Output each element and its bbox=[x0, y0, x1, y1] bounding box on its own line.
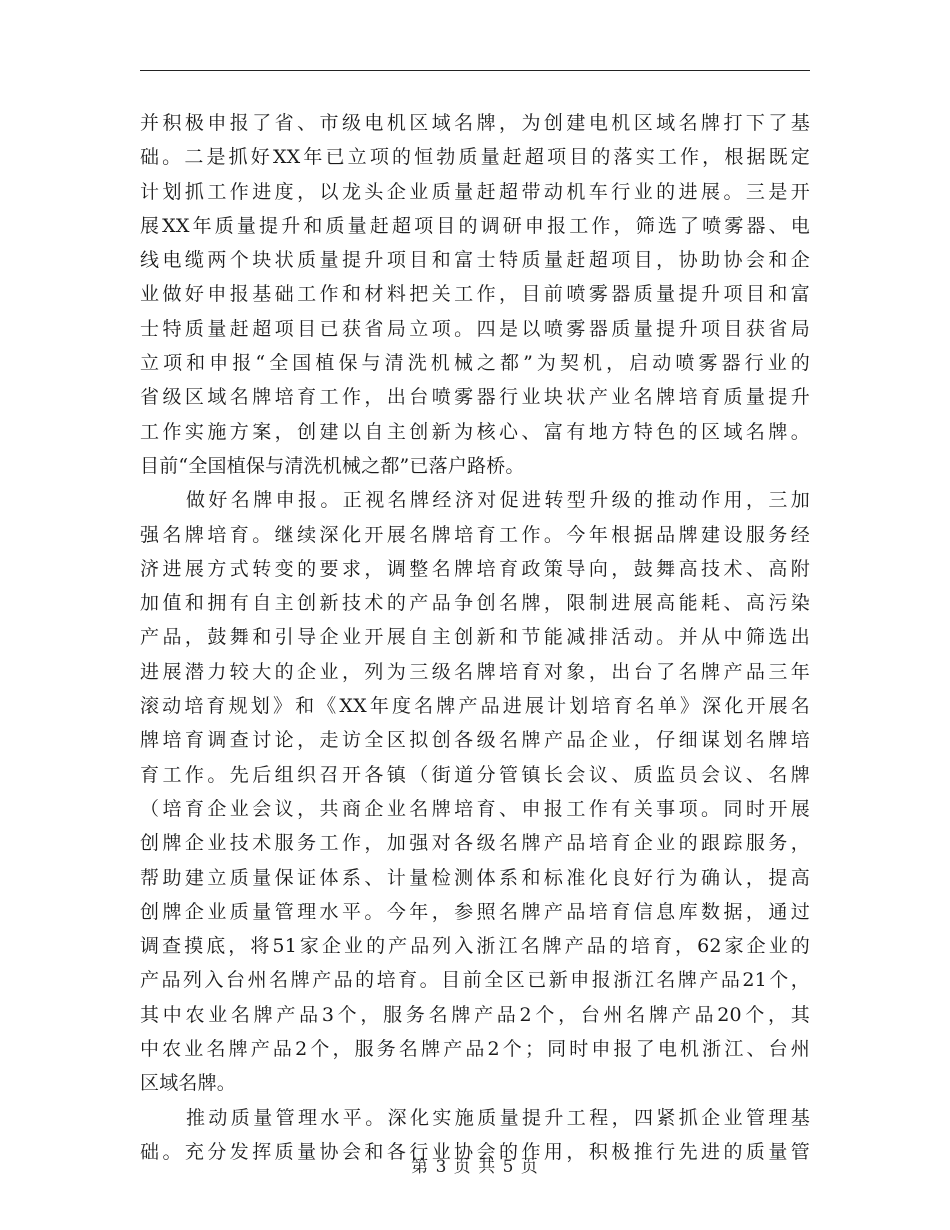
text-line: 区域名牌。 bbox=[140, 1072, 237, 1095]
text-line: 其中农业名牌产品3个，服务名牌产品2个，台州名牌产品20个，其 bbox=[140, 1003, 810, 1026]
text-line: 育工作。先后组织召开各镇（街道分管镇长会议、质监员会议、名牌 bbox=[140, 763, 810, 786]
text-line: 加值和拥有自主创新技术的产品争创名牌，限制进展高能耗、高污染 bbox=[140, 592, 810, 615]
text-line: 并积极申报了省、市级电机区域名牌，为创建电机区域名牌打下了基 bbox=[140, 112, 810, 134]
text-line: 士特质量赶超项目已获省局立项。四是以喷雾器质量提升项目获省局 bbox=[140, 317, 810, 340]
text-line: 帮助建立质量保证体系、计量检测体系和标准化良好行为确认，提高 bbox=[140, 866, 810, 889]
header-rule bbox=[140, 70, 810, 71]
body-text bbox=[140, 106, 810, 1169]
text-line: 调查摸底，将51家企业的产品列入浙江名牌产品的培育，62家企业的 bbox=[140, 935, 810, 958]
text-line: 创牌企业技术服务工作，加强对各级名牌产品培育企业的跟踪服务， bbox=[140, 832, 810, 855]
text-line: 推动质量管理水平。深化实施质量提升工程，四紧抓企业管理基 bbox=[186, 1106, 810, 1129]
text-line: 计划抓工作进度，以龙头企业质量赶超带动机车行业的进展。三是开 bbox=[140, 180, 810, 203]
text-line: 目前“全国植保与清洗机械之都”已落户路桥。 bbox=[140, 454, 525, 477]
text-line: 省级区域名牌培育工作，出台喷雾器行业块状产业名牌培育质量提升 bbox=[140, 386, 810, 409]
text-line: 做好名牌申报。正视名牌经济对促进转型升级的推动作用，三加 bbox=[186, 489, 810, 512]
text-line: 滚动培育规划》和《XX年度名牌产品进展计划培育名单》深化开展名 bbox=[140, 695, 810, 718]
text-line: 中农业名牌产品2个，服务名牌产品2个；同时申报了电机浙江、台州 bbox=[140, 1038, 810, 1061]
text-line: 立项和申报“全国植保与清洗机械之都”为契机，启动喷雾器行业的 bbox=[140, 352, 810, 375]
text-line: 础。二是抓好XX年已立项的恒勃质量赶超项目的落实工作，根据既定 bbox=[140, 146, 810, 169]
text-line: 创牌企业质量管理水平。今年，参照名牌产品培育信息库数据，通过 bbox=[140, 900, 810, 923]
text-line: 业做好申报基础工作和材料把关工作，目前喷雾器质量提升项目和富 bbox=[140, 283, 810, 306]
text-line: （培育企业会议，共商企业名牌培育、申报工作有关事项。同时开展 bbox=[140, 797, 810, 820]
text-line: 产品列入台州名牌产品的培育。目前全区已新申报浙江名牌产品21个， bbox=[140, 969, 810, 992]
page-number-label: 第 3 页 共 5 页 bbox=[411, 1157, 539, 1177]
text-line: 线电缆两个块状质量提升项目和富士特质量赶超项目，协助协会和企 bbox=[140, 249, 810, 272]
text-line: 展XX年质量提升和质量赶超项目的调研申报工作，筛选了喷雾器、电 bbox=[140, 214, 810, 237]
text-line: 工作实施方案，创建以自主创新为核心、富有地方特色的区域名牌。 bbox=[140, 420, 810, 443]
page-footer bbox=[0, 1152, 950, 1177]
text-line: 产品，鼓舞和引导企业开展自主创新和节能减排活动。并从中筛选出 bbox=[140, 626, 810, 649]
text-line: 强名牌培育。继续深化开展名牌培育工作。今年根据品牌建设服务经 bbox=[140, 523, 810, 546]
text-line: 础。充分发挥质量协会和各行业协会的作用，积极推行先进的质量管 bbox=[140, 1140, 810, 1163]
text-line: 济进展方式转变的要求，调整名牌培育政策导向，鼓舞高技术、高附 bbox=[140, 557, 810, 580]
text-line: 进展潜力较大的企业，列为三级名牌培育对象，出台了名牌产品三年 bbox=[140, 660, 810, 683]
text-line: 牌培育调查讨论，走访全区拟创各级名牌产品企业，仔细谋划名牌培 bbox=[140, 729, 810, 752]
